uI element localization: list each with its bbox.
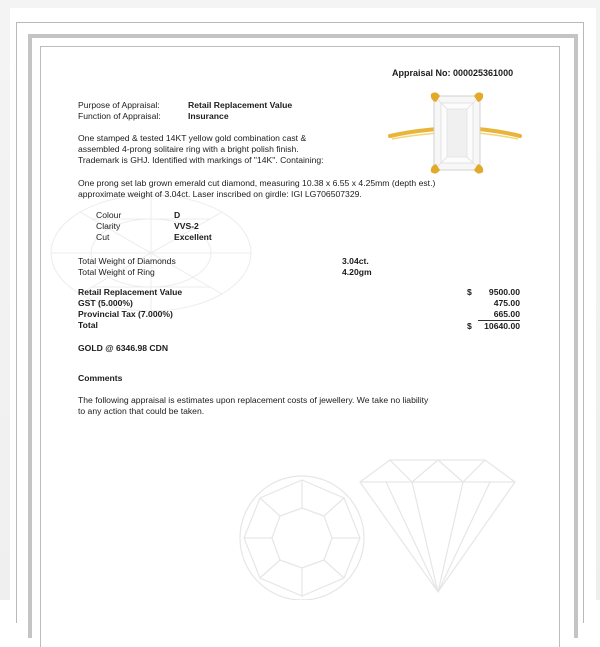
total-amount: 10640.00 [484, 321, 520, 331]
provincial-tax-label: Provincial Tax (7.000%) [78, 309, 173, 319]
gold-price: GOLD @ 6346.98 CDN [78, 343, 169, 353]
grading-colour-value: D [174, 210, 181, 220]
purpose-value: Retail Replacement Value [188, 100, 293, 110]
grading-cut-value: Excellent [174, 232, 212, 242]
total-diamond-weight-label: Total Weight of Diamonds [78, 256, 176, 266]
retail-value-amount: 9500.00 [488, 287, 520, 297]
description-line-3: Trademark is GHJ. Identified with markings of "14K". Containing: [78, 155, 324, 165]
appraisal-number: Appraisal No: 000025361000 [392, 68, 514, 78]
grading-colour-label: Colour [96, 210, 122, 220]
gst-amount: 475.00 [493, 298, 520, 308]
comments-heading: Comments [78, 373, 123, 383]
description-line-1: One stamped & tested 14KT yellow gold combination cast & [78, 133, 307, 143]
function-value: Insurance [188, 111, 229, 121]
gst-label: GST (5.000%) [78, 298, 133, 308]
ring-image [386, 90, 524, 183]
diamond-watermark-bottom-right [350, 456, 525, 596]
grading-clarity-value: VVS-2 [174, 221, 199, 231]
currency-symbol-retail: $ [467, 287, 472, 297]
retail-value-label: Retail Replacement Value [78, 287, 183, 297]
function-label: Function of Appraisal: [78, 111, 161, 121]
grading-cut-label: Cut [96, 232, 110, 242]
total-diamond-weight-value: 3.04ct. [342, 256, 369, 266]
comments-line-1: The following appraisal is estimates upon replacement costs of jewellery. We take no liability [78, 395, 429, 405]
description-line-4: One prong set lab grown emerald cut diamond, measuring 10.38 x 6.55 x 4.25mm (depth est.) [78, 178, 436, 188]
comments-line-2: to any action that could be taken. [78, 406, 205, 416]
total-ring-weight-value: 4.20gm [342, 267, 372, 277]
currency-symbol-total: $ [467, 321, 472, 331]
provincial-tax-amount: 665.00 [478, 309, 520, 321]
total-label: Total [78, 320, 98, 330]
grading-clarity-label: Clarity [96, 221, 121, 231]
total-ring-weight-label: Total Weight of Ring [78, 267, 155, 277]
description-line-2: assembled 4-prong solitaire ring with a bright polish finish. [78, 144, 299, 154]
description-line-5: approximate weight of 3.04ct. Laser inscribed on girdle: IGI LG706507329. [78, 189, 362, 199]
purpose-label: Purpose of Appraisal: [78, 100, 160, 110]
